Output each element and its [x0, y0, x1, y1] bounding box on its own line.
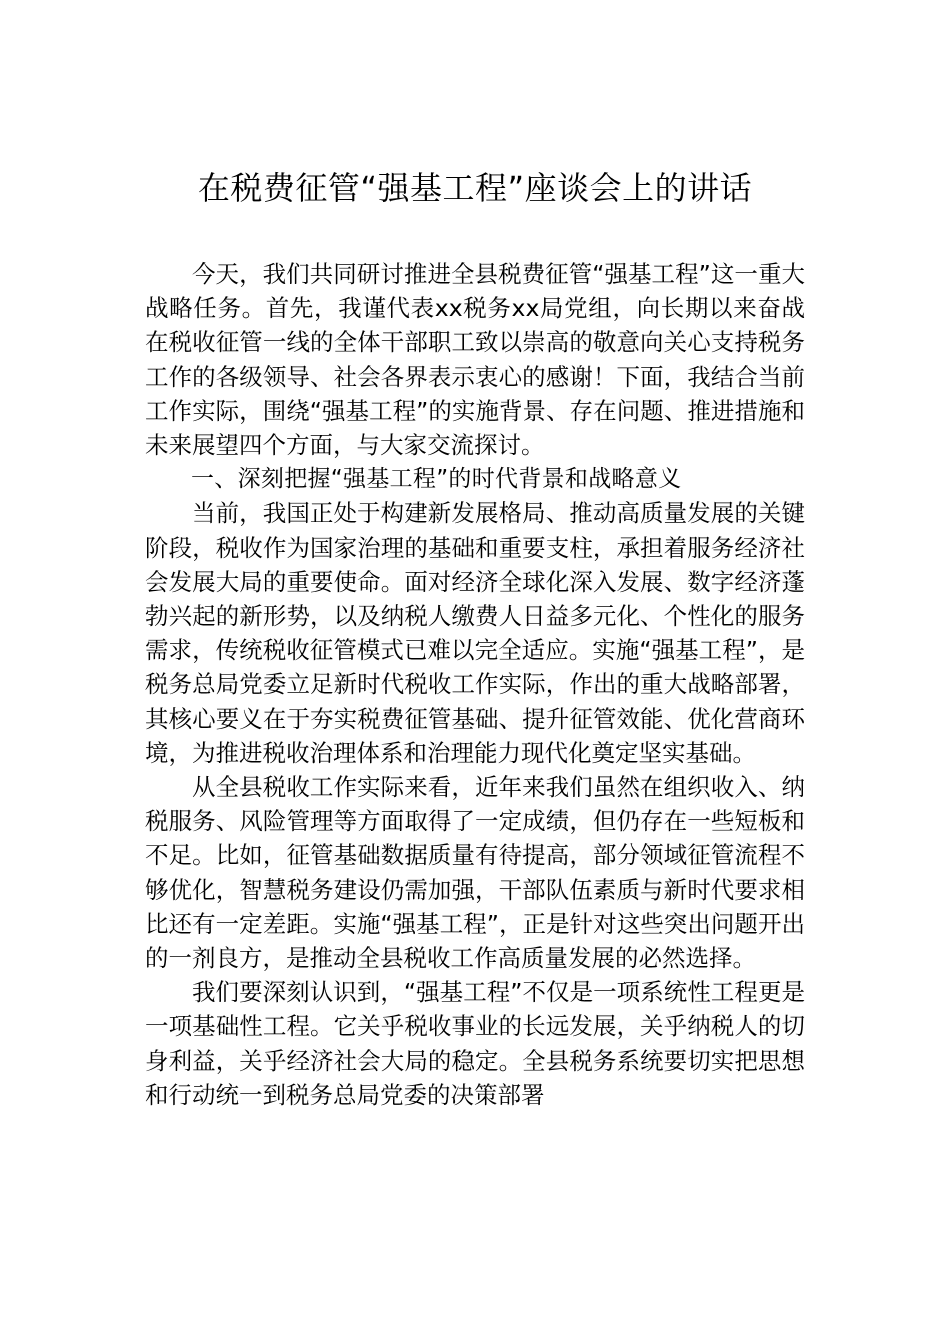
- paragraph-intro: 今天，我们共同研讨推进全县税费征管“强基工程”这一重大战略任务。首先，我谨代表xx税务xx局党组，向长期以来奋战在税收征管一线的全体干部职工致以崇高的敬意向关心支持税务工作的各级领导、社会各界表示衷心的感谢！下面，我结合当前工作实际，围绕“强基工程”的实施背景、存在问题、推进措施和未来展望四个方面，与大家交流探讨。: [145, 260, 805, 460]
- document-title: 在税费征管“强基工程”座谈会上的讲话: [197, 169, 753, 207]
- paragraph-background: 当前，我国正处于构建新发展格局、推动高质量发展的关键阶段，税收作为国家治理的基础和重要支柱，承担着服务经济社会发展大局的重要使命。面对经济全球化深入发展、数字经济蓬勃兴起的新形势，以及纳税人缴费人日益多元化、个性化的服务需求，传统税收征管模式已难以完全适应。实施“强基工程”，是税务总局党委立足新时代税收工作实际，作出的重大战略部署，其核心要义在于夯实税费征管基础、提升征管效能、优化营商环境，为推进税收治理体系和治理能力现代化奠定坚实基础。: [145, 499, 805, 767]
- paragraph-county-situation: 从全县税收工作实际来看，近年来我们虽然在组织收入、纳税服务、风险管理等方面取得了一定成绩，但仍存在一些短板和不足。比如，征管基础数据质量有待提高，部分领域征管流程不够优化，智慧税务建设仍需加强，干部队伍素质与新时代要求相比还有一定差距。实施“强基工程”，正是针对这些突出问题开出的一剂良方，是推动全县税收工作高质量发展的必然选择。: [145, 773, 805, 973]
- document-body: [145, 257, 805, 1112]
- section-heading-1: 一、深刻把握“强基工程”的时代背景和战略意义: [191, 466, 682, 493]
- paragraph-significance: 我们要深刻认识到，“强基工程”不仅是一项系统性工程更是一项基础性工程。它关乎税收事业的长远发展，关乎纳税人的切身利益，关乎经济社会大局的稳定。全县税务系统要切实把思想和行动统一到税务总局党委的决策部署: [145, 978, 805, 1109]
